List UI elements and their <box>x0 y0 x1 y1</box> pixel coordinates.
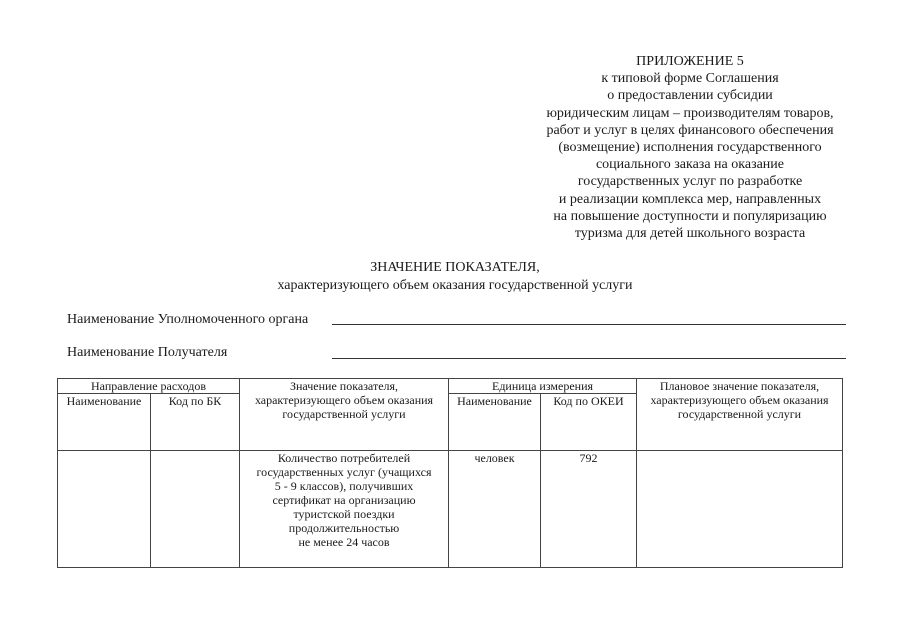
appendix-block <box>520 53 860 242</box>
header-name: Наименование <box>58 394 151 451</box>
heading-subtitle: характеризующего объем оказания государственной услуги <box>277 278 633 293</box>
indicator-line: 5 - 9 классов), получивших <box>274 479 414 493</box>
authority-field[interactable] <box>332 324 846 325</box>
document-heading <box>160 259 750 295</box>
indicator-line: сертификат на организацию <box>272 493 416 507</box>
authority-label: Наименование Уполномоченного органа <box>67 312 309 327</box>
header-unit-name: Наименование <box>449 394 541 451</box>
indicator-line: продолжительностью <box>288 521 400 535</box>
recipient-field[interactable] <box>332 358 846 359</box>
cell-okei-code: 792 <box>541 451 637 568</box>
header-indicator-value: Значение показателя, характеризующего объем оказания государственной услуги <box>240 379 449 451</box>
cell-bk-code <box>151 451 240 568</box>
appendix-line: государственных услуг по разработке <box>577 174 803 190</box>
appendix-line: и реализации комплекса мер, направленных <box>558 191 822 207</box>
cell-name <box>58 451 151 568</box>
table-row <box>58 451 843 568</box>
appendix-line: к типовой форме Соглашения <box>601 71 779 87</box>
appendix-line: социального заказа на оказание <box>595 157 785 173</box>
indicator-line: государственных услуг (учащихся <box>256 465 432 479</box>
appendix-line: на повышение доступности и популяризацию <box>553 208 827 224</box>
appendix-line: работ и услуг в целях финансового обеспечения <box>546 122 834 138</box>
appendix-line: о предоставлении субсидии <box>607 88 773 104</box>
cell-unit-name: человек <box>449 451 541 568</box>
header-bk-code: Код по БК <box>151 394 240 451</box>
indicator-line: Количество потребителей <box>277 451 411 465</box>
cell-indicator <box>240 451 449 568</box>
appendix-line: (возмещение) исполнения государственного <box>558 140 822 156</box>
appendix-line: юридическим лицам – производителям товаров, <box>546 105 834 121</box>
appendix-line: туризма для детей школьного возраста <box>574 226 806 242</box>
indicator-line: не менее 24 часов <box>298 535 390 549</box>
header-unit-of-measure: Единица измерения <box>449 379 637 394</box>
table-header-row <box>58 379 843 394</box>
appendix-line: ПРИЛОЖЕНИЕ 5 <box>636 54 744 69</box>
header-okei-code: Код по ОКЕИ <box>541 394 637 451</box>
header-expenses-direction: Направление расходов <box>58 379 240 394</box>
indicator-line: туристской поездки <box>293 507 395 521</box>
indicator-table <box>57 378 843 568</box>
heading-title: ЗНАЧЕНИЕ ПОКАЗАТЕЛЯ, <box>370 260 540 275</box>
recipient-label: Наименование Получателя <box>67 345 228 360</box>
cell-planned-value <box>637 451 843 568</box>
header-planned-value: Плановое значение показателя, характеризующего объем оказания государственной услуги <box>637 379 843 451</box>
